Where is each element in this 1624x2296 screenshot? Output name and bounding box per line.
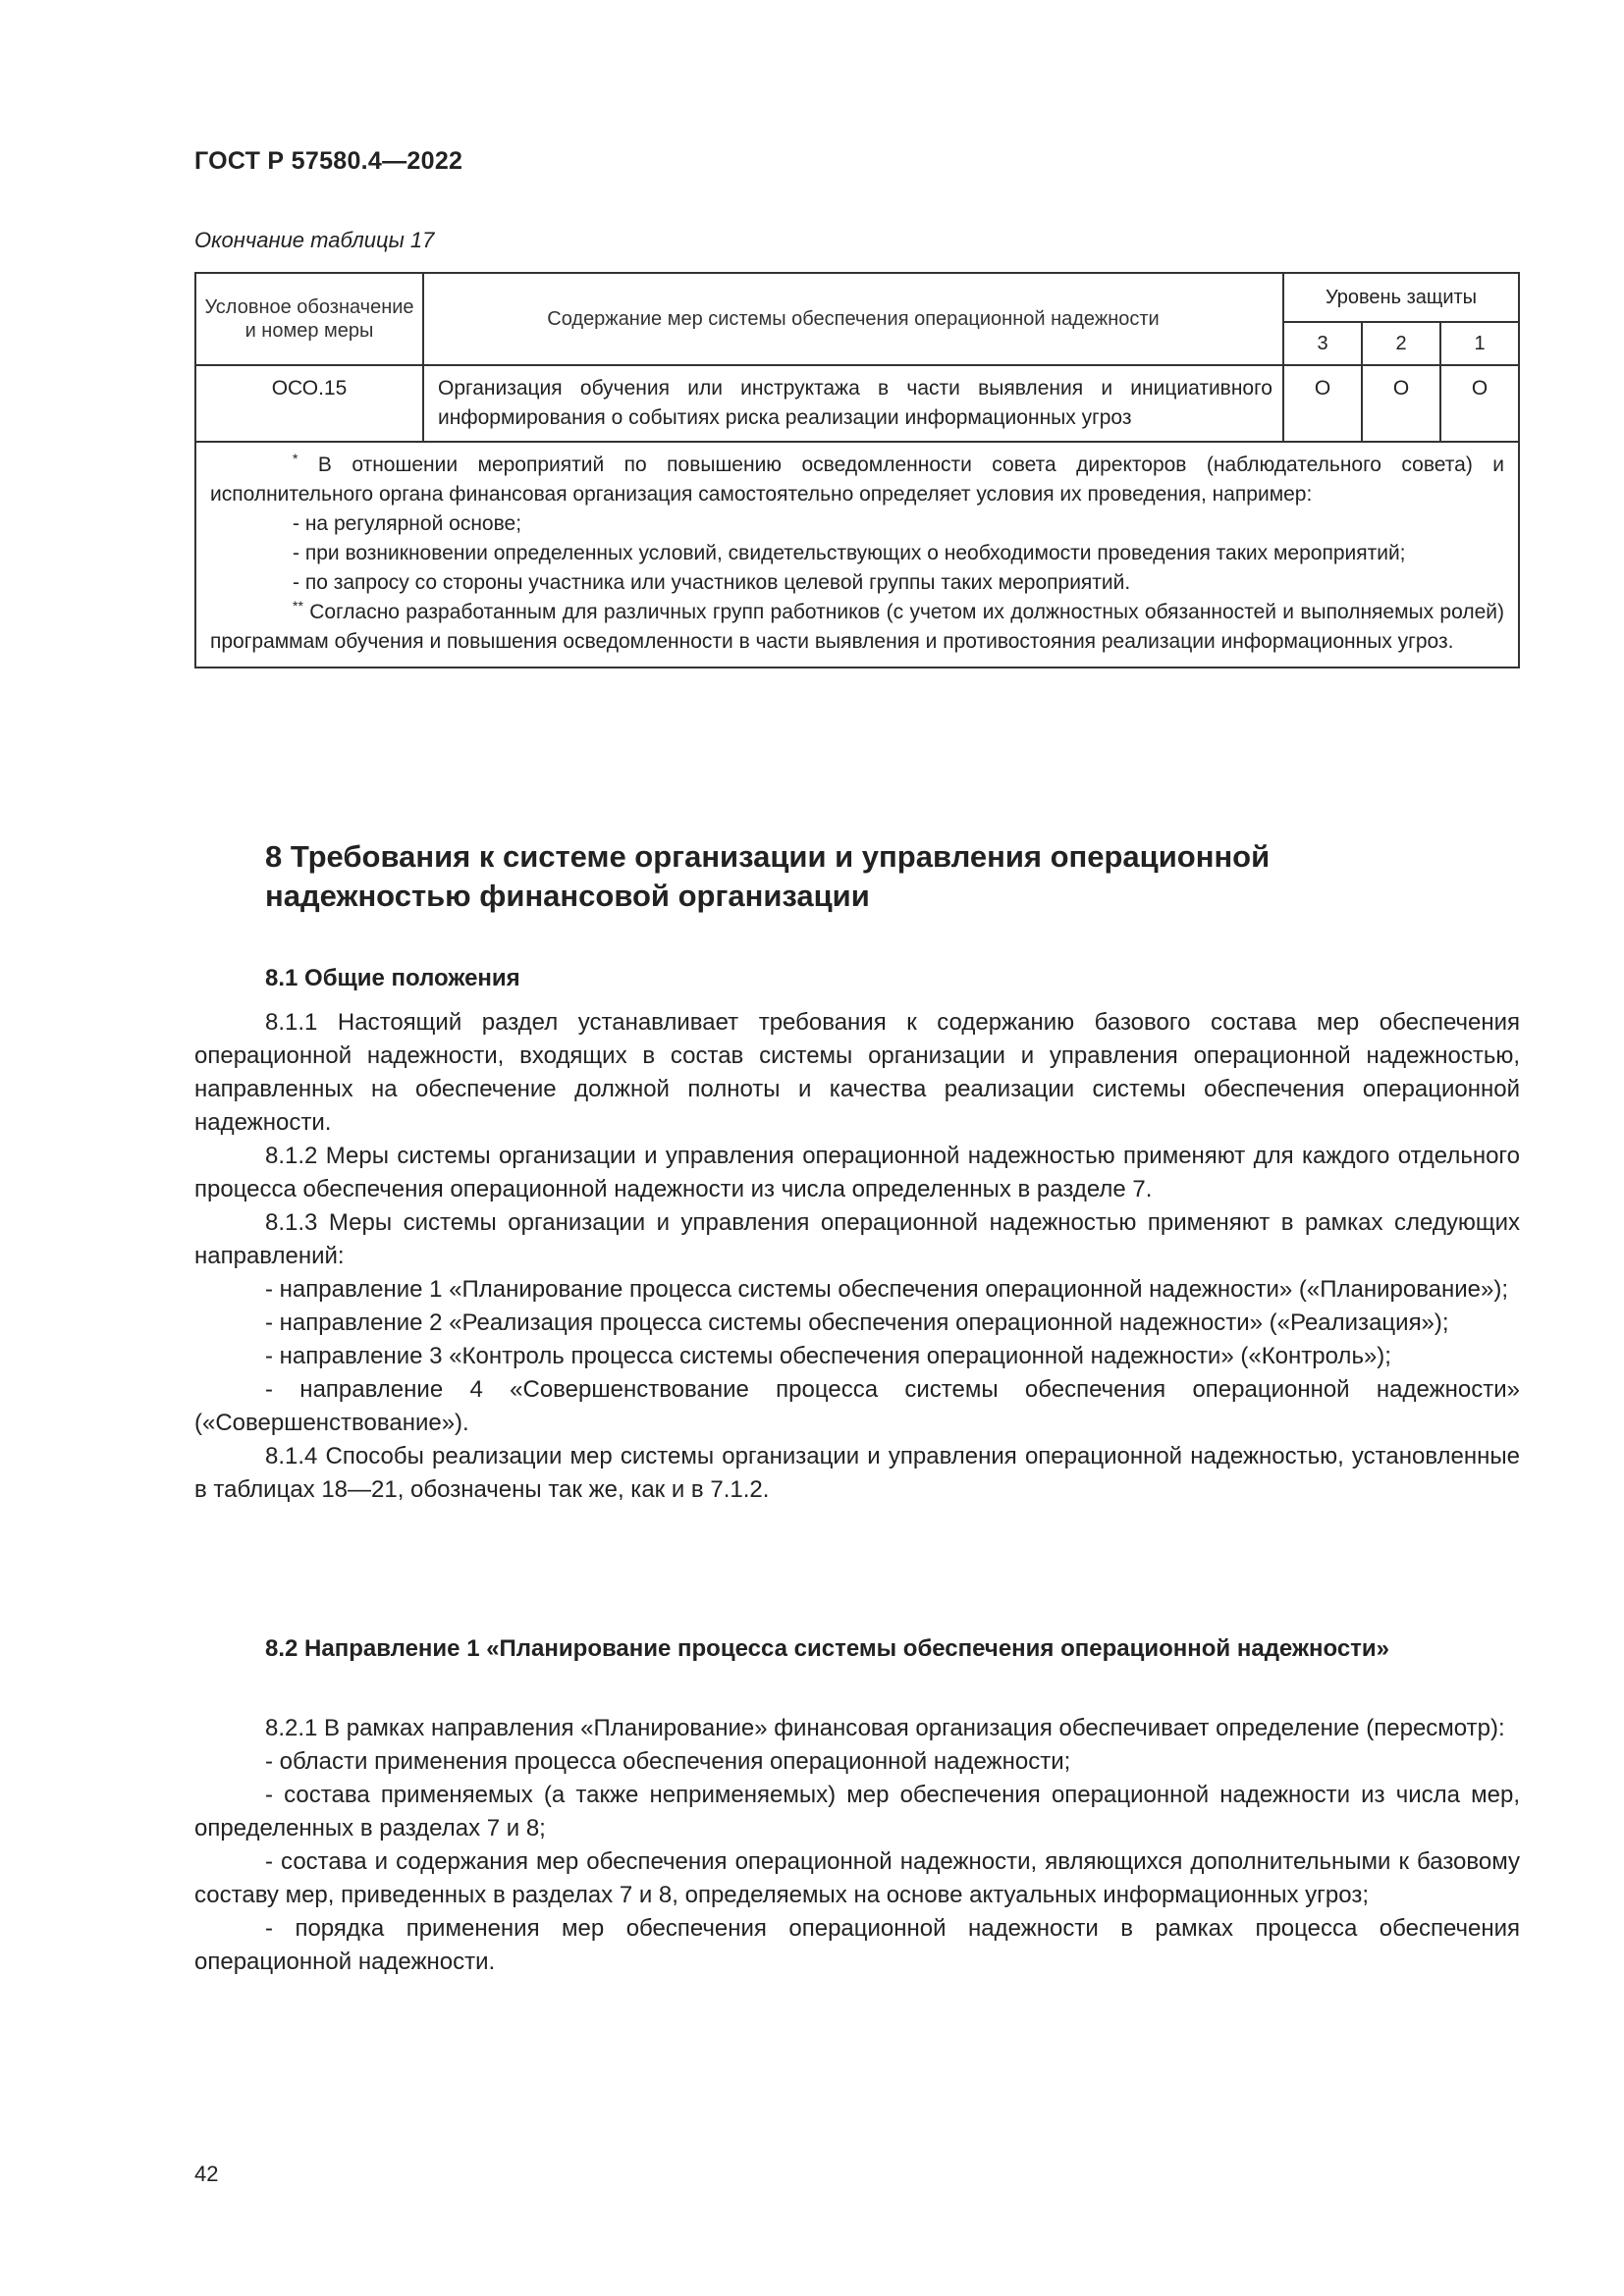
table-notes (195, 442, 1519, 667)
paragraph: 8.1.2 Меры системы организации и управления операционной надежностью применяют для каждого отдельного процесса обеспечения операционной надежности из числа определенных в разделе 7. (194, 1143, 1520, 1202)
column-header-level-3: 3 (1283, 322, 1362, 365)
measure-code: ОСО.15 (195, 365, 423, 442)
note-1-marker: * (293, 451, 298, 466)
note-2-text: Согласно разработанным для различных групп работников (с учетом их должностных обязанностей и выполняемых ролей) программам обучения и повышения осведомленности в части выявления и противостояния реализации информационных угроз. (210, 601, 1504, 653)
paragraph: 8.2.1 В рамках направления «Планирование» финансовая организация обеспечивает определение (пересмотр): (265, 1715, 1505, 1741)
section-8-title: 8 Требования к системе организации и управления операционной надежностью финансовой организации (265, 839, 1271, 913)
note-list-item: - по запросу со стороны участника или участников целевой группы таких мероприятий. (293, 571, 1131, 594)
column-header-content: Содержание мер системы обеспечения операционной надежности (423, 273, 1283, 365)
table-row (195, 365, 1519, 442)
list-item: - направление 1 «Планирование процесса системы обеспечения операционной надежности» («Планирование»); (265, 1276, 1509, 1303)
column-header-level: Уровень защиты (1283, 273, 1519, 322)
document-header: ГОСТ Р 57580.4—2022 (194, 147, 463, 175)
list-item: - направление 3 «Контроль процесса системы обеспечения операционной надежности» («Контроль»); (265, 1343, 1391, 1369)
paragraph: 8.1.3 Меры системы организации и управления операционной надежностью применяют в рамках следующих направлений: (194, 1209, 1520, 1269)
note-list-item: - при возникновении определенных условий, свидетельствующих о необходимости проведения таких мероприятий; (293, 542, 1406, 564)
level-2-mark: О (1362, 365, 1440, 442)
list-item: - порядка применения мер обеспечения операционной надежности в рамках процесса обеспечения операционной надежности. (194, 1915, 1520, 1975)
list-item: - направление 4 «Совершенствование процесса системы обеспечения операционной надежности» («Совершенствование»). (194, 1376, 1520, 1436)
note-1-text: В отношении мероприятий по повышению осведомленности совета директоров (наблюдательного совета) и исполнительного органа финансовая организация самостоятельно определяет условия их проведения, например: (210, 454, 1504, 506)
table-header-row (195, 273, 1519, 322)
list-item: - области применения процесса обеспечения операционной надежности; (265, 1748, 1071, 1775)
measures-table (194, 272, 1520, 668)
section-8-1-body (194, 1006, 1520, 1507)
column-header-code: Условное обозначение и номер меры (195, 273, 423, 365)
section-8-2-title: 8.2 Направление 1 «Планирование процесса системы обеспечения операционной надежности» (265, 1635, 1390, 1662)
note-1 (210, 451, 1504, 509)
section-8-1-title: 8.1 Общие положения (265, 965, 520, 991)
column-header-level-2: 2 (1362, 322, 1440, 365)
list-item: - состава и содержания мер обеспечения операционной надежности, являющихся дополнительными к базовому составу мер, приведенных в разделах 7 и 8, определяемых на основе актуальных информационных угроз; (194, 1848, 1520, 1908)
note-2 (210, 598, 1504, 657)
list-item: - состава применяемых (а также неприменяемых) мер обеспечения операционной надежности из числа мер, определенных в разделах 7 и 8; (194, 1782, 1520, 1842)
note-2-marker: ** (293, 598, 303, 614)
paragraph: 8.1.4 Способы реализации мер системы организации и управления операционной надежностью, установленные в таблицах 18—21, обозначены так же, как и в 7.1.2. (194, 1443, 1520, 1503)
table-notes-row (195, 442, 1519, 667)
list-item: - направление 2 «Реализация процесса системы обеспечения операционной надежности» («Реализация»); (265, 1309, 1449, 1336)
paragraph: 8.1.1 Настоящий раздел устанавливает требования к содержанию базового состава мер обеспечения операционной надежности, входящих в состав системы организации и управления операционной надежностью, направленных на обеспечение должной полноты и качества реализации системы обеспечения операционной надежности. (194, 1009, 1520, 1136)
section-8-2-body (194, 1712, 1520, 1979)
level-1-mark: О (1440, 365, 1519, 442)
column-header-level-1: 1 (1440, 322, 1519, 365)
level-3-mark: О (1283, 365, 1362, 442)
page-number: 42 (194, 2162, 219, 2186)
table-caption: Окончание таблицы 17 (194, 228, 435, 252)
measure-content: Организация обучения или инструктажа в части выявления и инициативного информирования о событиях риска реализации информационных угроз (423, 365, 1283, 442)
note-list-item: - на регулярной основе; (293, 512, 522, 535)
